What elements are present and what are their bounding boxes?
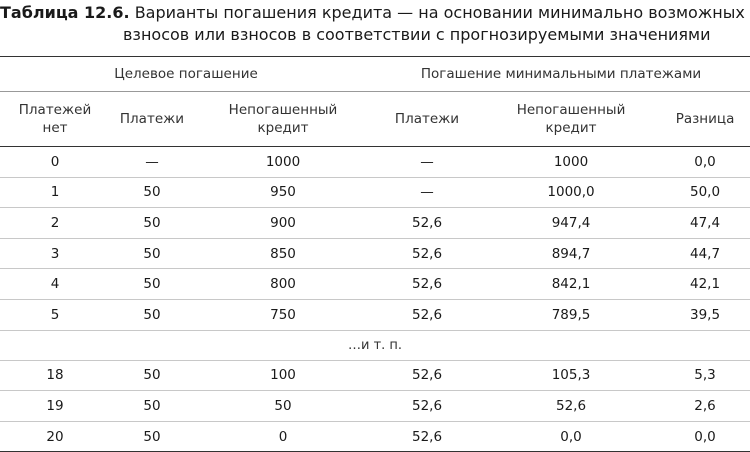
group-header-target: Целевое погашение [0,57,372,92]
table-caption [0,2,750,46]
table-row [0,391,750,422]
table-cell: 105,3 [482,360,660,391]
table-cell: 1000 [482,147,660,178]
table-cell: 47,4 [660,208,750,239]
table-cell: 52,6 [372,299,482,330]
table-cell: — [110,147,194,178]
table-cell: 52,6 [372,391,482,422]
table-row [0,238,750,269]
table-cell: 50 [110,177,194,208]
table-cell: 52,6 [372,360,482,391]
table-cell: — [372,177,482,208]
table-cell: 3 [0,238,110,269]
table-row [0,177,750,208]
table-cell: 0 [194,421,372,452]
table-body [0,147,750,452]
table-cell: 1 [0,177,110,208]
table-cell: 50 [110,208,194,239]
caption-line-1: Варианты погашения кредита — на основании минимально возможных [134,3,745,22]
table-cell: 50 [194,391,372,422]
table-cell: 50 [110,269,194,300]
table-cell: 947,4 [482,208,660,239]
table-cell: 1000,0 [482,177,660,208]
table-cell: 52,6 [372,421,482,452]
table-cell: 5 [0,299,110,330]
table-cell: 0,0 [660,421,750,452]
table-cell: 18 [0,360,110,391]
table-cell: 1000 [194,147,372,178]
table-row [0,299,750,330]
table-cell: 19 [0,391,110,422]
table-cell: 5,3 [660,360,750,391]
table-cell: 850 [194,238,372,269]
table-cell: 0,0 [482,421,660,452]
table-cell: — [372,147,482,178]
table-cell: 44,7 [660,238,750,269]
table-cell: 789,5 [482,299,660,330]
table-row [0,269,750,300]
table-cell: 900 [194,208,372,239]
table-cell: 20 [0,421,110,452]
table-cell: 2 [0,208,110,239]
header-difference: Разница [660,92,750,147]
table-cell: 950 [194,177,372,208]
table-cell: 894,7 [482,238,660,269]
caption-line-2: взносов или взносов в соответствии с прогнозируемыми значениями [123,25,711,44]
table-cell: 2,6 [660,391,750,422]
table-cell: 0 [0,147,110,178]
table-cell: 50 [110,299,194,330]
ellipsis-text: …и т. п. [0,330,750,360]
group-header-row [0,57,750,92]
group-header-minimal: Погашение минимальными платежами [372,57,750,92]
header-unpaid: Непогашенный кредит [194,92,372,147]
table-row [0,147,750,178]
table-cell: 52,6 [372,208,482,239]
table-row [0,360,750,391]
table-row [0,421,750,452]
header-unpaid-min: Непогашенный кредит [482,92,660,147]
header-payments-none: Платежей нет [0,92,110,147]
table-cell: 50 [110,421,194,452]
table-cell: 0,0 [660,147,750,178]
caption-label: Таблица 12.6. [0,3,130,22]
table-cell: 842,1 [482,269,660,300]
table-cell: 52,6 [482,391,660,422]
table-cell: 50 [110,238,194,269]
table-cell: 750 [194,299,372,330]
table-row [0,208,750,239]
table-cell: 42,1 [660,269,750,300]
header-payments-min: Платежи [372,92,482,147]
column-header-row [0,92,750,147]
table-cell: 4 [0,269,110,300]
table-cell: 50,0 [660,177,750,208]
loan-repayment-table [0,56,750,452]
table-cell: 800 [194,269,372,300]
table-cell: 39,5 [660,299,750,330]
table-cell: 100 [194,360,372,391]
table-cell: 50 [110,360,194,391]
ellipsis-row [0,330,750,360]
table-cell: 50 [110,391,194,422]
table-cell: 52,6 [372,269,482,300]
header-payments: Платежи [110,92,194,147]
table-cell: 52,6 [372,238,482,269]
